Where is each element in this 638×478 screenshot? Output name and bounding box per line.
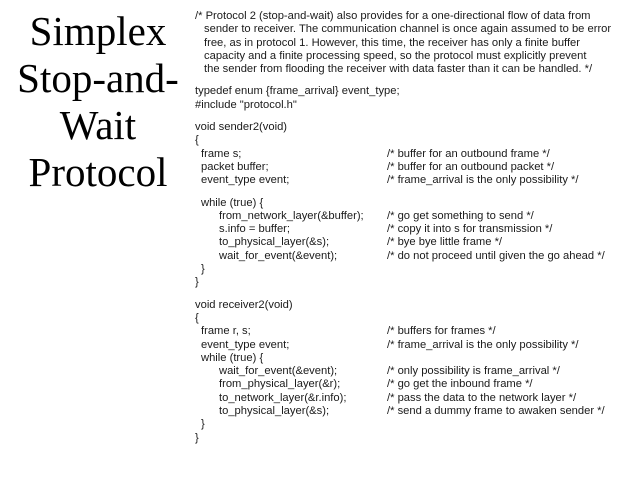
brace: }: [201, 418, 205, 431]
code-comment: /* frame_arrival is the only possibility */: [387, 338, 579, 351]
code-comment: /* copy it into s for transmission */: [387, 223, 553, 236]
brace: {: [195, 311, 199, 324]
receiver-signature: void receiver2(void): [195, 298, 293, 311]
slide-title: [8, 8, 188, 196]
code-comment: /* buffers for frames */: [387, 325, 496, 338]
code-comment: /* frame_arrival is the only possibility */: [387, 174, 579, 187]
typedef-line: typedef enum {frame_arrival} event_type;: [195, 85, 400, 98]
code-comment: /* bye bye little frame */: [387, 236, 503, 249]
brace: }: [201, 263, 205, 276]
header-comment-line: the sender from flooding the receiver with data faster than it can be handled. */: [204, 63, 593, 76]
title-line: Protocol: [28, 149, 168, 195]
code-comment: /* go get something to send */: [387, 209, 534, 222]
include-line: #include "protocol.h": [195, 98, 297, 111]
code-statement: s.info = buffer;: [219, 223, 291, 236]
title-line: Stop-and-: [17, 55, 179, 101]
code-statement: wait_for_event(&event);: [219, 249, 338, 262]
title-line: Wait: [59, 102, 137, 148]
code-listing: [195, 10, 635, 445]
code-comment: /* do not proceed until given the go ahead */: [387, 249, 605, 262]
code-comment: /* buffer for an outbound frame */: [387, 147, 550, 160]
brace: }: [195, 431, 199, 444]
header-comment-line: /* Protocol 2 (stop-and-wait) also provides for a one-directional flow of data from: [195, 10, 591, 22]
code-statement: packet buffer;: [201, 160, 269, 173]
code-statement: while (true) {: [201, 196, 264, 209]
code-comment: /* buffer for an outbound packet */: [387, 160, 555, 173]
header-comment-line: capacity and a finite processing speed, so the protocol must explicitly prevent: [204, 49, 587, 62]
brace: {: [195, 134, 199, 147]
code-statement: wait_for_event(&event);: [219, 365, 338, 378]
code-statement: while (true) {: [201, 351, 264, 364]
code-statement: to_physical_layer(&s);: [219, 236, 330, 249]
code-statement: to_physical_layer(&s);: [219, 405, 330, 418]
code-statement: from_network_layer(&buffer);: [219, 209, 364, 222]
code-comment: /* pass the data to the network layer */: [387, 391, 577, 404]
code-statement: event_type event;: [201, 174, 290, 187]
code-statement: frame r, s;: [201, 325, 251, 338]
code-comment: /* go get the inbound frame */: [387, 378, 533, 391]
code-statement: frame s;: [201, 147, 242, 160]
brace: }: [195, 276, 199, 289]
header-comment-line: sender to receiver. The communication channel is once again assumed to be error: [204, 23, 612, 36]
code-statement: event_type event;: [201, 338, 290, 351]
sender-signature: void sender2(void): [195, 121, 288, 134]
header-comment-line: free, as in protocol 1. However, this time, the receiver has only a finite buffer: [204, 36, 581, 49]
code-statement: to_network_layer(&r.info);: [219, 391, 347, 404]
code-comment: /* only possibility is frame_arrival */: [387, 365, 560, 378]
code-statement: from_physical_layer(&r);: [219, 378, 341, 391]
title-line: Simplex: [29, 8, 167, 54]
code-comment: /* send a dummy frame to awaken sender */: [387, 405, 605, 418]
